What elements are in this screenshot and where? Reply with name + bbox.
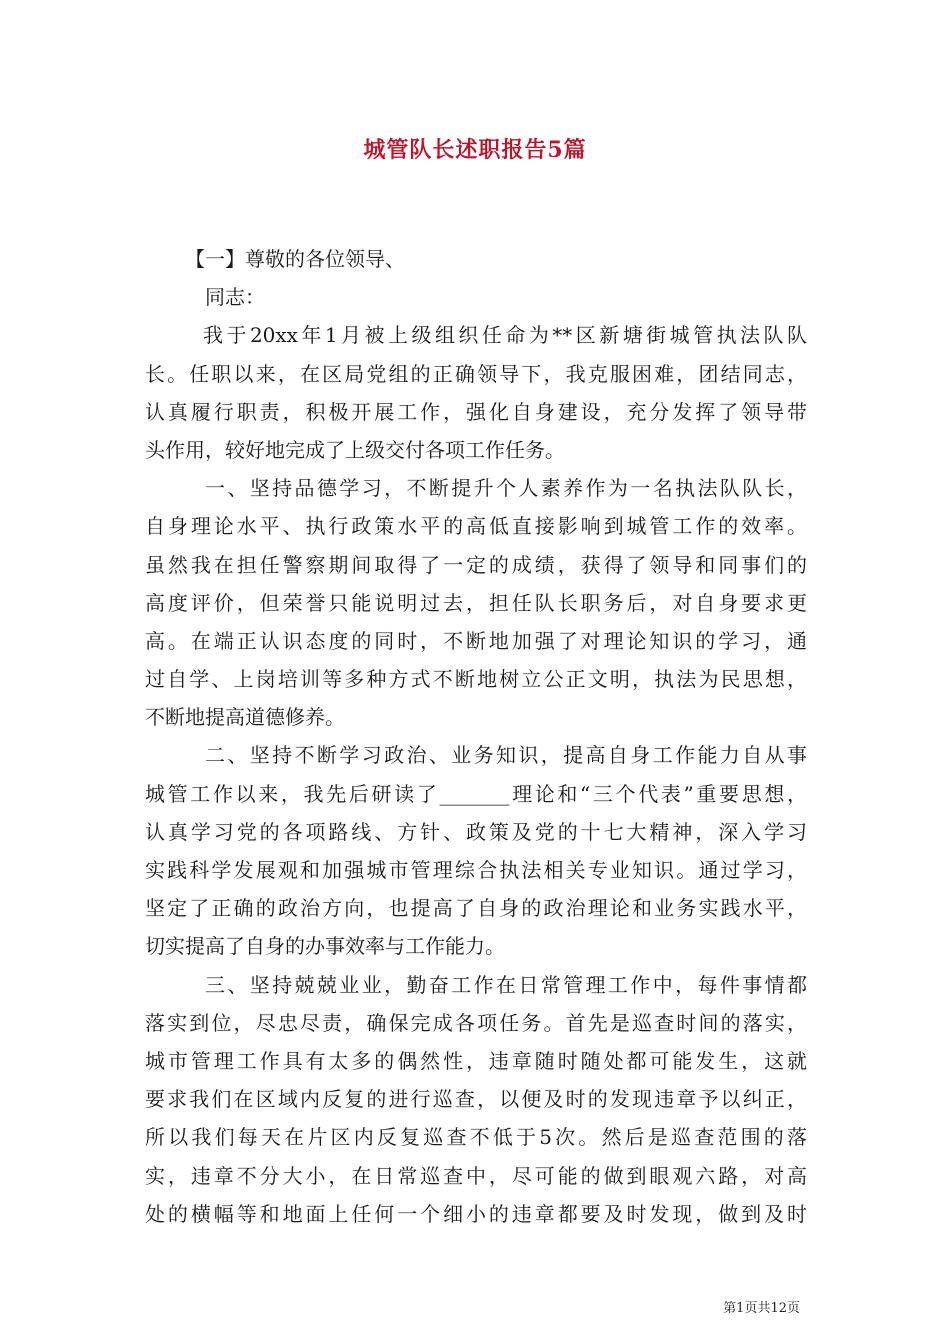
paragraph-line: 所以我们每天在片区内反复巡查不低于5次。然后是巡查范围的落 (145, 1125, 807, 1150)
paragraph-line: 虽然我在担任警察期间取得了一定的成绩，获得了领导和同事们的 (145, 552, 807, 577)
paragraph-section-3 (145, 966, 807, 1233)
paragraph-line: 城市管理工作具有太多的偶然性，违章随时随处都可能发生，这就 (145, 1048, 807, 1073)
paragraph-line: 认真学习党的各项路线、方针、政策及党的十七大精神，深入学习 (145, 819, 807, 844)
paragraph-section-1 (145, 469, 807, 736)
salutation-line-2: 同志： (205, 285, 265, 310)
paragraph-line: 高。在端正认识态度的同时，不断地加强了对理论知识的学习，通 (145, 628, 807, 653)
paragraph-section-2 (145, 736, 807, 965)
paragraph-line: 处的横幅等和地面上任何一个细小的违章都要及时发现，做到及时 (145, 1201, 807, 1226)
paragraph-line: 坚定了正确的政治方向，也提高了自身的政治理论和业务实践水平， (145, 896, 807, 921)
document-body (145, 240, 807, 1233)
paragraph-line: 三、坚持兢兢业业，勤奋工作在日常管理工作中，每件事情都 (205, 972, 807, 997)
paragraph-line: 切实提高了自身的办事效率与工作能力。 (145, 934, 505, 959)
paragraph-line: 不断地提高道德修养。 (145, 705, 345, 730)
paragraph-line: 头作用，较好地完成了上级交付各项工作任务。 (145, 437, 565, 462)
paragraph-line: 要求我们在区域内反复的进行巡查，以便及时的发现违章予以纠正， (145, 1087, 807, 1112)
paragraph-line: 一、坚持品德学习，不断提升个人素养作为一名执法队队长， (205, 476, 807, 501)
paragraph-line: 我于20xx年1月被上级组织任命为**区新塘街城管执法队队 (203, 323, 807, 348)
paragraph-line: 自身理论水平、执行政策水平的高低直接影响到城管工作的效率。 (145, 514, 807, 539)
paragraph-line: 二、坚持不断学习政治、业务知识，提高自身工作能力自从事 (205, 743, 807, 768)
paragraph-line: 高度评价，但荣誉只能说明过去，担任队长职务后，对自身要求更 (145, 590, 807, 615)
paragraph-line: 实践科学发展观和加强城市管理综合执法相关专业知识。通过学习， (145, 858, 807, 882)
paragraph-line: 认真履行职责，积极开展工作，强化自身建设，充分发挥了领导带 (145, 399, 807, 424)
paragraph-line: 实，违章不分大小，在日常巡查中，尽可能的做到眼观六路，对高 (145, 1163, 807, 1188)
salutation-line-1: 【一】尊敬的各位领导、 (185, 247, 405, 271)
paragraph-intro (145, 316, 807, 469)
paragraph-line: 过自学、上岗培训等多种方式不断地树立公正文明，执法为民思想， (145, 667, 807, 692)
paragraph-line: 长。任职以来，在区局党组的正确领导下，我克服困难，团结同志， (145, 361, 807, 386)
page-footer: 第1页共12页 (723, 1301, 800, 1316)
paragraph-list (145, 316, 807, 1233)
document-title: 城管队长述职报告5篇 (363, 137, 587, 163)
paragraph-line: 落实到位，尽忠尽责，确保完成各项任务。首先是巡查时间的落实， (145, 1010, 807, 1035)
paragraph-line: 城管工作以来，我先后研读了_______理论和“三个代表”重要思想， (145, 781, 807, 806)
